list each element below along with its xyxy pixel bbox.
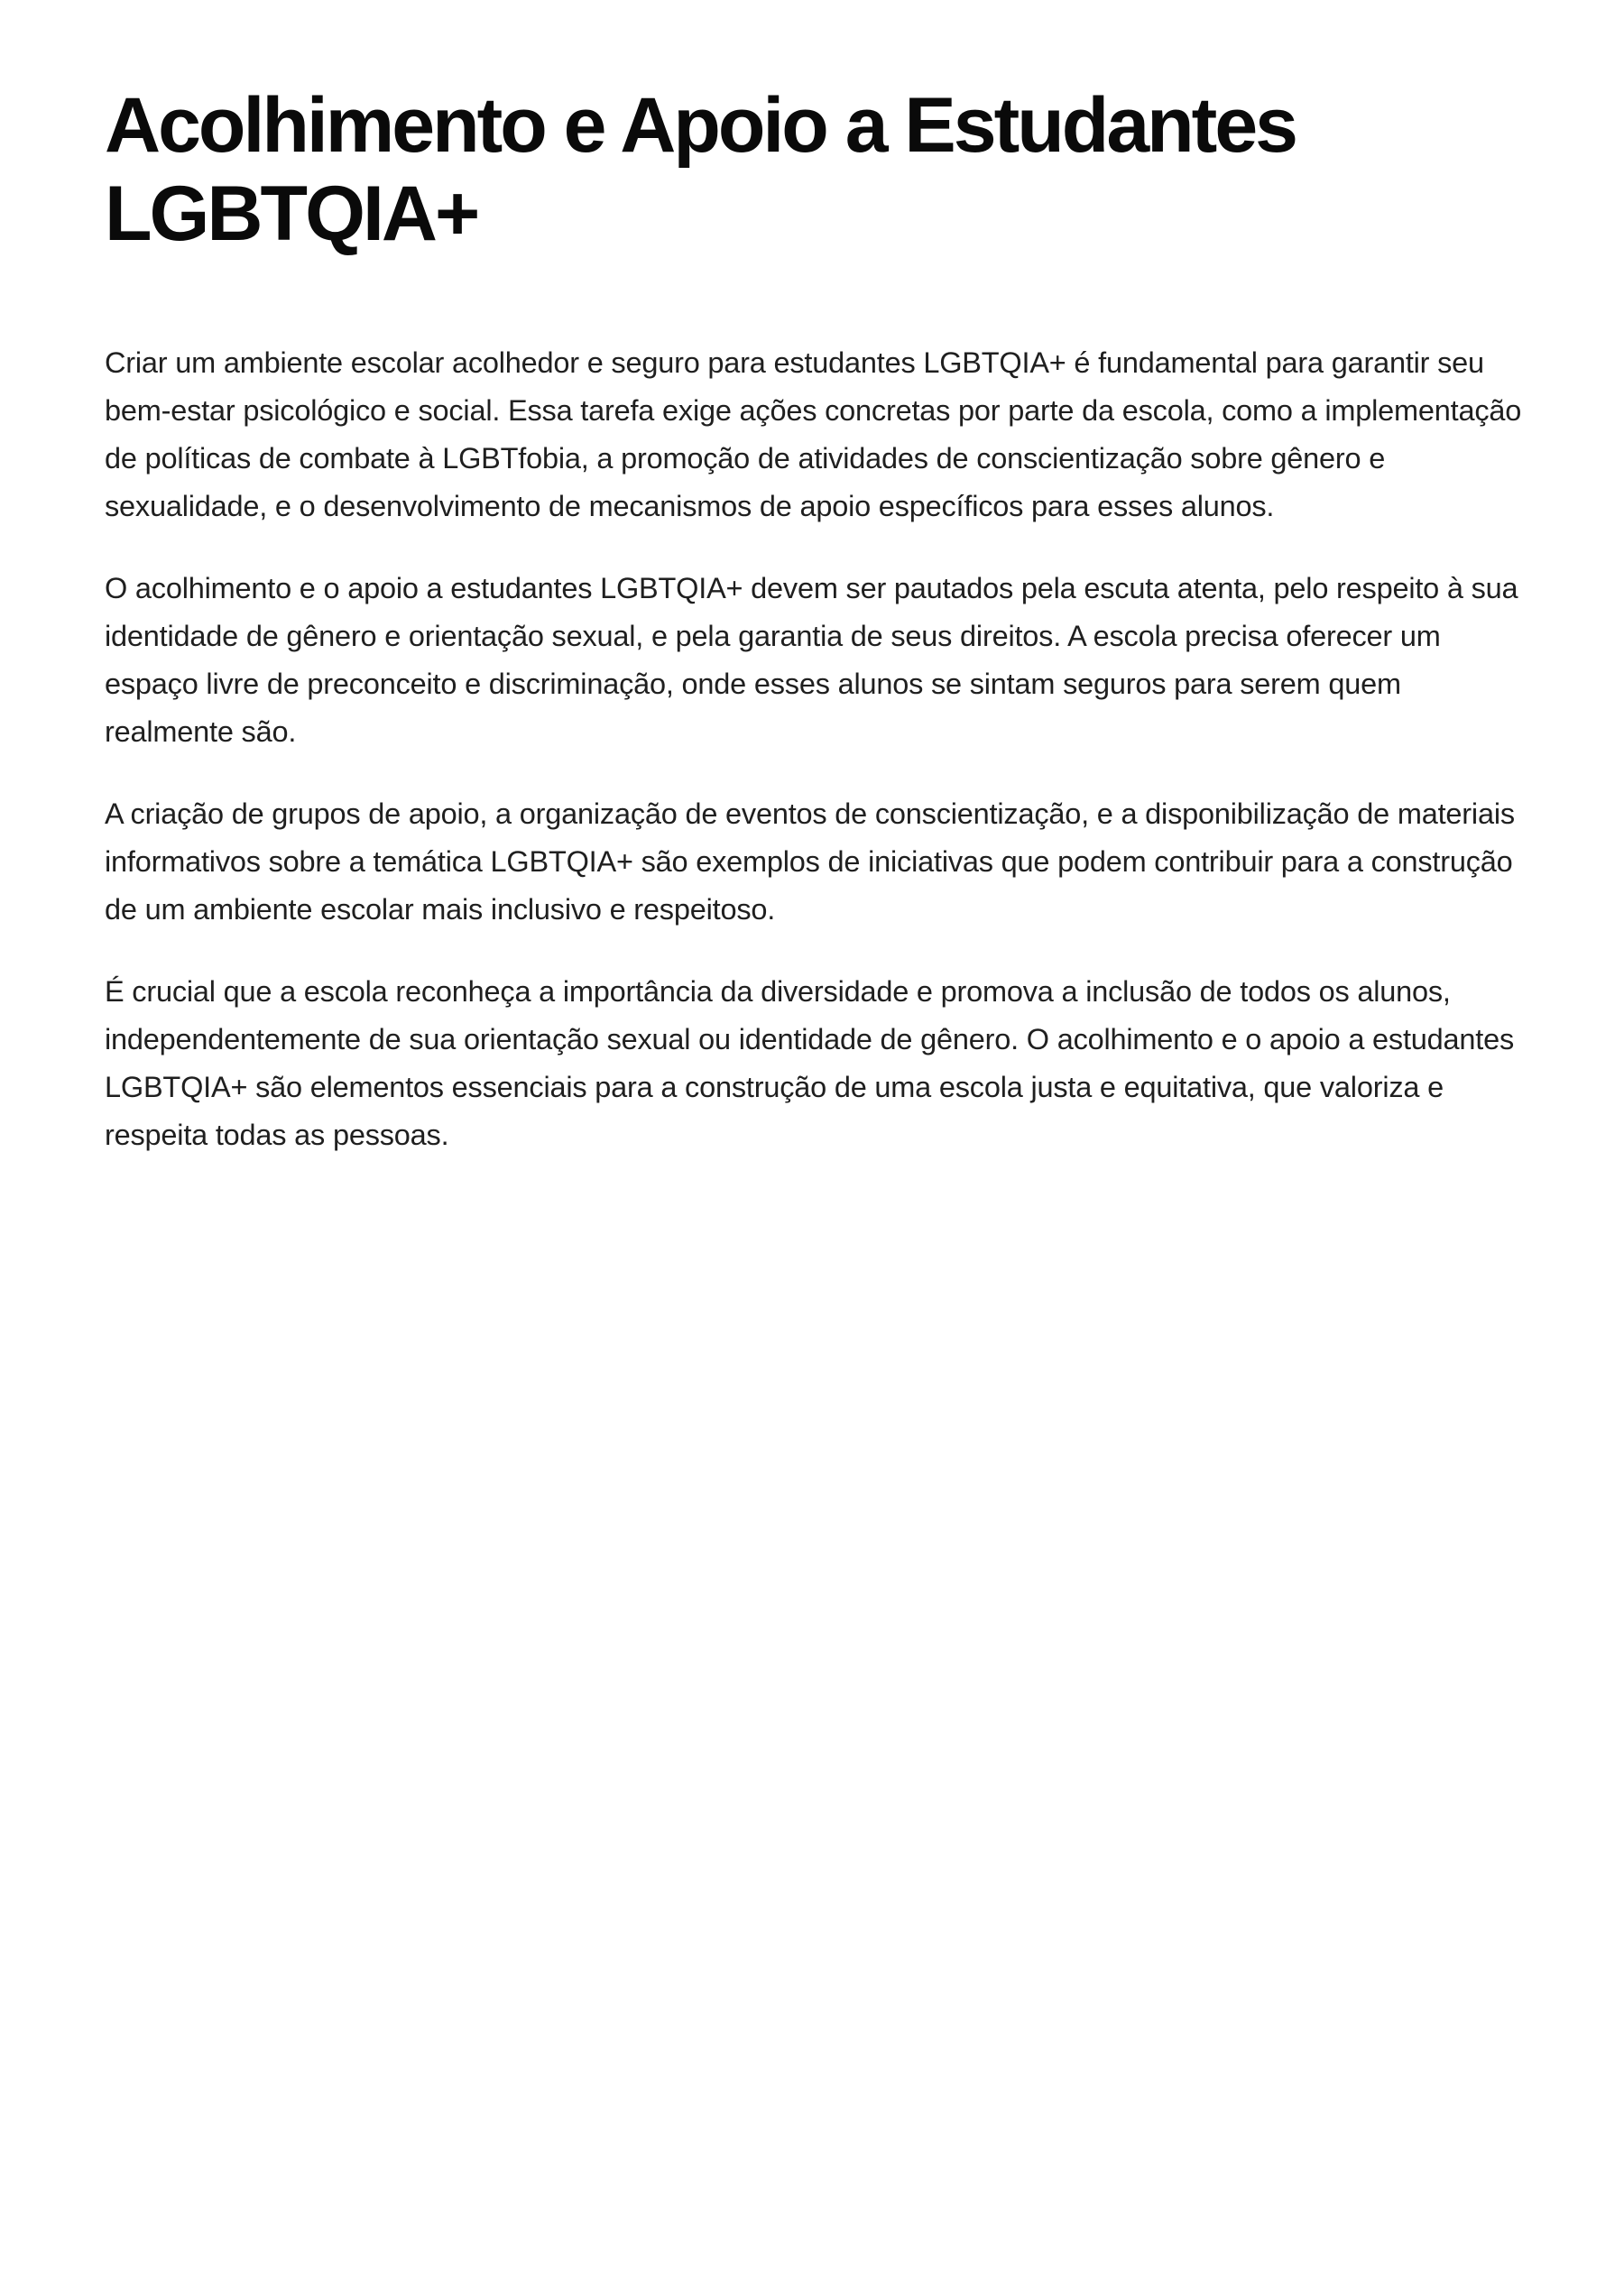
- document-page: [105, 81, 1530, 1194]
- document-title: Acolhimento e Apoio a Estudantes LGBTQIA+: [105, 82, 1296, 257]
- paragraph-2: O acolhimento e o apoio a estudantes LGBTQIA+ devem ser pautados pela escuta atenta, pelo respeito à sua identidade de gênero e orientação sexual, e pela garantia de seus direitos. A escola precisa oferecer um espaço livre de preconceito e discriminação, onde esses alunos se sintam seguros para serem quem realmente são.: [105, 572, 1518, 748]
- paragraph-4: É crucial que a escola reconheça a importância da diversidade e promova a inclusão de todos os alunos, independentemente de sua orientação sexual ou identidade de gênero. O acolhimento e o apoio a estudantes LGBTQIA+ são elementos essenciais para a construção de uma escola justa e equitativa, que valoriza e respeita todas as pessoas.: [105, 975, 1515, 1151]
- paragraph-3: A criação de grupos de apoio, a organização de eventos de conscientização, e a disponibilização de materiais informativos sobre a temática LGBTQIA+ são exemplos de iniciativas que podem contribuir para a construção de um ambiente escolar mais inclusivo e respeitoso.: [105, 797, 1515, 926]
- paragraph-1: Criar um ambiente escolar acolhedor e seguro para estudantes LGBTQIA+ é fundamental para garantir seu bem-estar psicológico e social. Essa tarefa exige ações concretas por parte da escola, como a implementação de políticas de combate à LGBTfobia, a promoção de atividades de conscientização sobre gênero e sexualidade, e o desenvolvimento de mecanismos de apoio específicos para esses alunos.: [105, 346, 1522, 522]
